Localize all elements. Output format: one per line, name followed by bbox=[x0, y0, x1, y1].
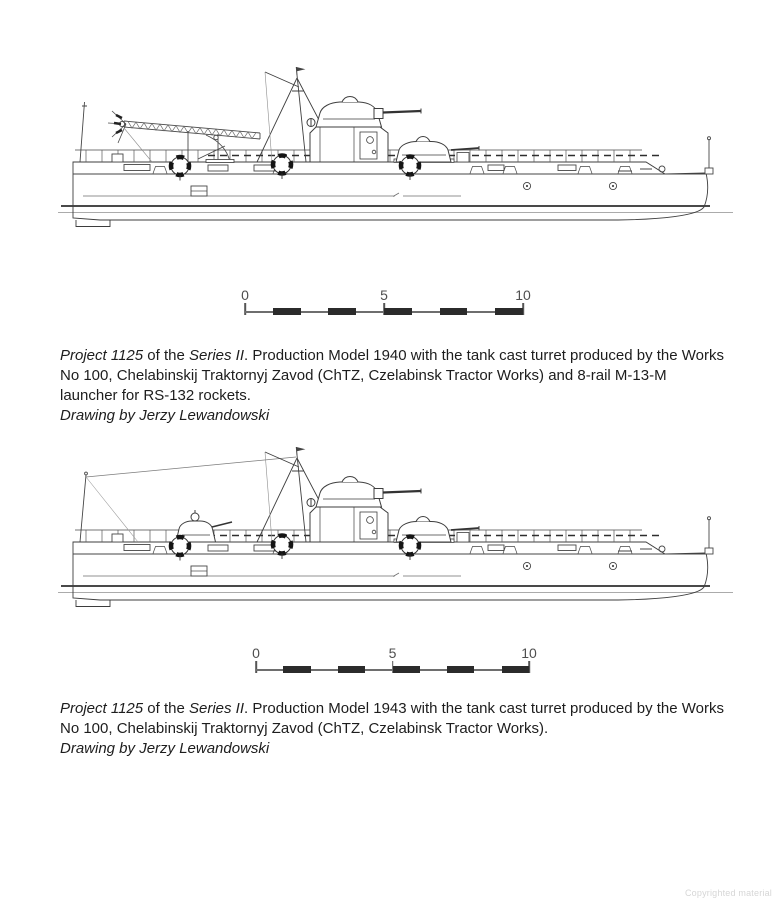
scale-label-10: 10 bbox=[521, 645, 537, 661]
caption-model-1943 bbox=[60, 699, 724, 759]
scale-bar-ruler bbox=[245, 308, 523, 318]
machine-gun-turret bbox=[176, 510, 232, 542]
life-ring bbox=[171, 537, 189, 561]
scale-bar bbox=[252, 645, 537, 676]
scale-label-0: 0 bbox=[252, 645, 260, 661]
boat-hull bbox=[58, 517, 733, 607]
life-ring bbox=[273, 536, 291, 560]
scale-label-10: 10 bbox=[515, 287, 531, 303]
scale-bar-labels bbox=[241, 287, 531, 304]
caption-credit: Drawing by Jerzy Lewandowski bbox=[60, 407, 270, 424]
scale-bar bbox=[241, 287, 531, 318]
conning-tower-and-turrets bbox=[257, 447, 479, 542]
scale-label-0: 0 bbox=[241, 287, 249, 303]
scale-bar-labels bbox=[252, 645, 537, 662]
caption-text: Project 1125 of the Series II. Production Model 1940 with the tank cast turret produced by the Works No 100, Chelabinskij Traktornyj Zavod (ChTZ, Czelabinsk Tractor Works) and 8-rail M-13-M launcher for RS-132 rockets. bbox=[60, 347, 724, 404]
conning-tower-and-turrets bbox=[257, 67, 479, 162]
scale-label-5: 5 bbox=[380, 287, 388, 303]
life-ring bbox=[401, 157, 419, 181]
caption-credit: Drawing by Jerzy Lewandowski bbox=[60, 740, 270, 757]
scale-label-5: 5 bbox=[388, 645, 397, 661]
caption-model-1940 bbox=[60, 346, 724, 426]
caption-text: Project 1125 of the Series II. Production Model 1943 with the tank cast turret produced by the Works No 100, Chelabinskij Traktornyj Zavod (ChTZ, Czelabinsk Tractor Works). bbox=[60, 700, 724, 737]
ship-drawing-model-1940 bbox=[58, 60, 748, 235]
boat-hull bbox=[58, 137, 733, 227]
life-ring bbox=[171, 157, 189, 181]
life-ring bbox=[273, 156, 291, 180]
life-ring bbox=[401, 537, 419, 561]
ship-drawing-model-1943 bbox=[58, 440, 748, 615]
copyright-watermark: Copyrighted material bbox=[684, 888, 772, 898]
scale-bar-ruler bbox=[256, 666, 529, 676]
